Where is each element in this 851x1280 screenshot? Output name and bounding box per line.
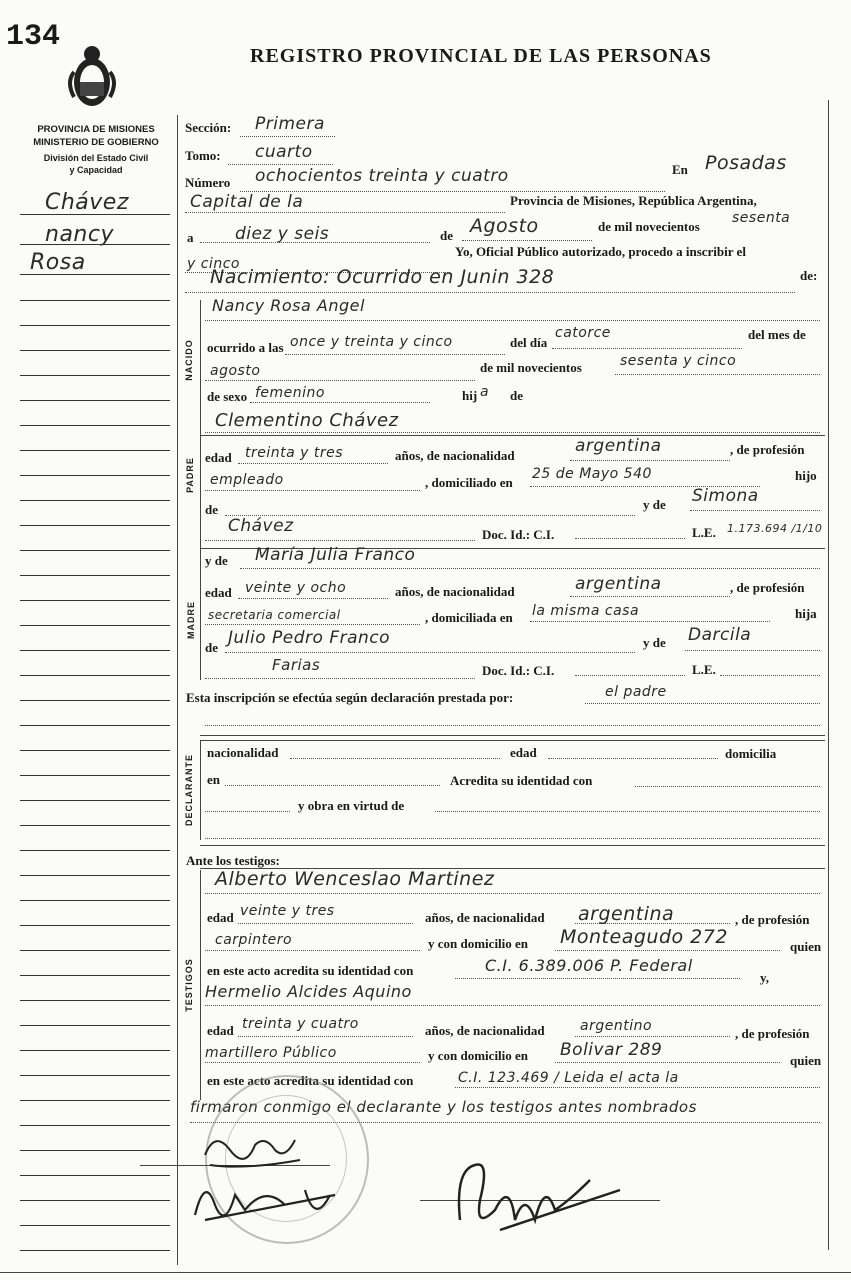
declarante-nac-label: nacionalidad (207, 745, 279, 760)
inscripcion-value: el padre (605, 684, 667, 700)
section-divider (200, 435, 825, 436)
seccion-label: Sección: (185, 120, 232, 135)
madre-name: María Julia Franco (255, 545, 416, 565)
testigo2-prof-line (205, 1062, 420, 1063)
nacido-de-label: de (510, 388, 523, 403)
madre-mother-line (685, 650, 820, 651)
padre-edad-line (238, 463, 388, 464)
province-line: PROVINCIA DE MISIONES (37, 124, 155, 135)
madre-le-label: L.E. (692, 662, 716, 677)
testigos-inner-border (200, 870, 201, 1100)
testigo2-edad-line (238, 1036, 413, 1037)
main-left-border (177, 115, 178, 1265)
section-divider (200, 735, 825, 736)
nacido-name-line (205, 320, 820, 321)
page-number: 134 (6, 20, 61, 54)
testigo2-name-line (205, 1005, 820, 1006)
declarante-obra-pre-line (205, 811, 290, 812)
testigo2-name: Hermelio Alcides Aquino (205, 982, 412, 1001)
a-label: a (187, 230, 194, 245)
hora-value: once y treinta y cinco (290, 334, 453, 350)
left-firstname: nancy (45, 222, 114, 247)
en-label: En (672, 162, 688, 177)
padre-nac-value: argentina (575, 436, 662, 456)
day-value: diez y seis (235, 224, 330, 244)
madre-name-line (240, 568, 820, 569)
page-bottom-edge (0, 1272, 851, 1273)
madre-de-label: de (205, 640, 218, 655)
padre-prof-line (205, 490, 420, 491)
sexo-label: de sexo (207, 389, 248, 404)
madre-dom-line (530, 621, 770, 622)
hijo-value: a (480, 384, 490, 400)
padre-le-label: L.E. (692, 525, 716, 540)
padre-side-label: PADRE (184, 457, 195, 493)
padre-doc-label: Doc. Id.: C.I. (482, 527, 555, 542)
inscripcion-label: Esta inscripción se efectúa según declaración prestada por: (186, 690, 514, 705)
madre-le-line (720, 675, 820, 676)
padre-dom-value: 25 de Mayo 540 (532, 466, 652, 482)
testigo1-dom-value: Monteagudo 272 (560, 926, 728, 948)
testigo2-dom-label: y con domicilio en (428, 1048, 529, 1063)
nacido-name: Nancy Rosa Angel (212, 296, 365, 315)
tomo-value: cuarto (255, 142, 313, 162)
padre-mother-line (690, 510, 820, 511)
madre-edad-value: veinte y ocho (245, 580, 347, 596)
padre-surname-line (205, 540, 475, 541)
ante-testigos-label: Ante los testigos: (186, 853, 280, 868)
madre-yde-label: y de (205, 553, 228, 568)
oficial-text: Yo, Oficial Público autorizado, procedo a inscribir el (455, 244, 746, 259)
testigo1-edad-label: edad (207, 910, 234, 925)
testigo1-y-label: y, (760, 970, 770, 985)
page-title: REGISTRO PROVINCIAL DE LAS PERSONAS (250, 45, 712, 67)
testigo2-nac-value: argentino (580, 1018, 653, 1034)
padre-name-line (205, 432, 820, 433)
hora-line (285, 354, 505, 355)
testigo2-acred-label: en este acto acredita su identidad con (207, 1073, 414, 1088)
madre-edad-label: edad (205, 585, 232, 600)
madre-side-label: MADRE (186, 601, 196, 639)
testigo2-dom-line (555, 1062, 780, 1063)
section-divider (200, 740, 825, 741)
testigo2-nac-line (575, 1036, 730, 1037)
madre-prof-line (205, 624, 420, 625)
nacimiento-line (185, 292, 795, 293)
padre-prof-label: , de profesión (730, 442, 805, 457)
testigo1-prof-value: carpintero (215, 932, 293, 948)
madre-dom-value: la misma casa (532, 603, 640, 619)
testigo2-edad-label: edad (207, 1023, 234, 1038)
testigo1-dom-label: y con domicilio en (428, 936, 529, 951)
testigo1-edad-line (238, 923, 413, 924)
declarante-en-line (225, 785, 440, 786)
coat-of-arms-icon (66, 42, 118, 114)
declarante-acredita-label: Acredita su identidad con (450, 773, 593, 788)
padre-dom-label: , domiciliado en (425, 475, 513, 490)
madre-prof-label: , de profesión (730, 580, 805, 595)
section-inner-border (200, 300, 201, 680)
padre-de-label: de (205, 502, 218, 517)
padre-nac-label: años, de nacionalidad (395, 448, 515, 463)
division-line: División del Estado Civil (43, 153, 149, 163)
testigo1-prof-label: , de profesión (735, 912, 810, 927)
year-value-2: y cinco (187, 256, 240, 272)
year-value: sesenta (732, 210, 791, 226)
numero-line (240, 191, 665, 192)
main-right-border (828, 100, 829, 1250)
signature-testigo-1 (185, 1165, 355, 1235)
testigo1-nac-label: años, de nacionalidad (425, 910, 545, 925)
testigo2-nac-label: años, de nacionalidad (425, 1023, 545, 1038)
de-end-label: de: (800, 268, 818, 283)
hijo-label: hij (462, 388, 478, 403)
capital-value: Capital de la (190, 192, 304, 212)
madre-mother-value: Darcila (688, 625, 752, 645)
mes-line (205, 380, 475, 381)
padre-hijo-label: hijo (795, 468, 817, 483)
tomo-label: Tomo: (185, 148, 221, 163)
testigo1-edad-value: veinte y tres (240, 903, 335, 919)
testigo1-nac-value: argentina (578, 903, 675, 925)
seccion-line (240, 136, 335, 137)
madre-hija-label: hija (795, 606, 817, 621)
left-middlename: Rosa (30, 250, 86, 275)
padre-le-value: 1.173.694 /1/10 (727, 522, 823, 535)
dia-line (552, 348, 742, 349)
declarante-obra-label: y obra en virtud de (298, 798, 405, 813)
padre-name: Clementino Chávez (215, 410, 399, 431)
year-label: de mil novecientos (598, 219, 700, 234)
padre-edad-label: edad (205, 450, 232, 465)
madre-parents-line (225, 652, 635, 653)
numero-label: Número (185, 175, 231, 190)
dia-value: catorce (555, 325, 611, 341)
padre-yde-label: y de (643, 497, 666, 512)
declarante-edad-line (548, 758, 718, 759)
sexo-line (250, 402, 430, 403)
declarante-en-label: en (207, 772, 220, 787)
nacido-side-label: NACIDO (183, 339, 194, 381)
nacimiento-value: Nacimiento: Ocurrido en Junin 328 (210, 266, 555, 288)
inscripcion-line-2 (205, 725, 820, 726)
declarante-obra-line (435, 811, 820, 812)
declarante-inner-border (200, 740, 201, 840)
testigo2-quien-label: quien (790, 1053, 822, 1068)
sexo-value: femenino (255, 385, 325, 401)
testigo2-prof-value: martillero Público (205, 1045, 337, 1061)
padre-nac-line (570, 460, 730, 461)
tomo-line (228, 164, 333, 165)
madre-surname: Farias (272, 656, 321, 674)
de-label: de (440, 228, 453, 243)
left-surname: Chávez (45, 190, 129, 215)
capital-line (185, 212, 505, 213)
padre-surname: Chávez (228, 516, 294, 536)
declarante-extra-line (205, 838, 820, 839)
padre-doc-line (575, 538, 685, 539)
madre-father-value: Julio Pedro Franco (228, 628, 391, 648)
testigo1-name: Alberto Wenceslao Martinez (215, 868, 495, 890)
testigo1-quien-label: quien (790, 939, 822, 954)
padre-prof-value: empleado (210, 472, 284, 488)
madre-yde2-label: y de (643, 635, 666, 650)
madre-dom-label: , domiciliada en (425, 610, 513, 625)
testigo1-name-line (205, 893, 820, 894)
nacido-year-line (615, 374, 820, 375)
padre-edad-value: treinta y tres (245, 445, 344, 461)
nacido-year-value: sesenta y cinco (620, 353, 737, 369)
numero-value: ochocientos treinta y cuatro (255, 166, 509, 186)
section-divider (200, 845, 825, 846)
declarante-acredita-line (635, 786, 820, 787)
testigo2-dom-value: Bolivar 289 (560, 1040, 663, 1060)
madre-nac-line (570, 596, 730, 597)
madre-edad-line (238, 598, 388, 599)
testigo2-acred-value: C.I. 123.469 / Leida el acta la (458, 1070, 679, 1086)
testigo1-acred-value: C.I. 6.389.006 P. Federal (485, 956, 693, 975)
testigo2-acred-line (455, 1087, 820, 1088)
declarante-side-label: DECLARANTE (184, 754, 194, 826)
mes-value: agosto (210, 363, 261, 379)
testigo1-acred-label: en este acto acredita su identidad con (207, 963, 414, 978)
testigos-side-label: TESTIGOS (183, 958, 194, 1012)
madre-nac-label: años, de nacionalidad (395, 584, 515, 599)
dia-label: del día (510, 335, 548, 350)
madre-prof-value: secretaria comercial (208, 608, 341, 622)
seccion-value: Primera (255, 114, 325, 134)
declarante-nac-line (290, 758, 500, 759)
testigo2-prof-label: , de profesión (735, 1026, 810, 1041)
month-line (462, 240, 592, 241)
signature-oficial (440, 1150, 640, 1240)
closing-text: firmaron conmigo el declarante y los testigos antes nombrados (190, 1098, 697, 1116)
mes-label: del mes de (748, 327, 806, 342)
declarante-edad-label: edad (510, 745, 537, 760)
inscripcion-line (585, 703, 820, 704)
testigo1-dom-line (555, 950, 780, 951)
nacido-year-label: de mil novecientos (480, 360, 582, 375)
capacity-line: y Capacidad (69, 165, 123, 175)
madre-doc-line (575, 675, 685, 676)
testigo2-edad-value: treinta y cuatro (242, 1016, 359, 1032)
ministry-line: MINISTERIO DE GOBIERNO (33, 137, 159, 148)
ocurrido-label: ocurrido a las (207, 340, 284, 355)
padre-mother-name: Simona (692, 486, 759, 506)
madre-surname-line (205, 678, 475, 679)
testigo1-acred-line (455, 978, 740, 979)
madre-doc-label: Doc. Id.: C.I. (482, 663, 555, 678)
testigo1-prof-line (205, 950, 420, 951)
province-text: Provincia de Misiones, República Argentina, (510, 193, 757, 208)
month-value: Agosto (470, 215, 539, 237)
madre-nac-value: argentina (575, 574, 662, 594)
declarante-dom-label: domicilia (725, 746, 777, 761)
en-value: Posadas (705, 152, 787, 174)
